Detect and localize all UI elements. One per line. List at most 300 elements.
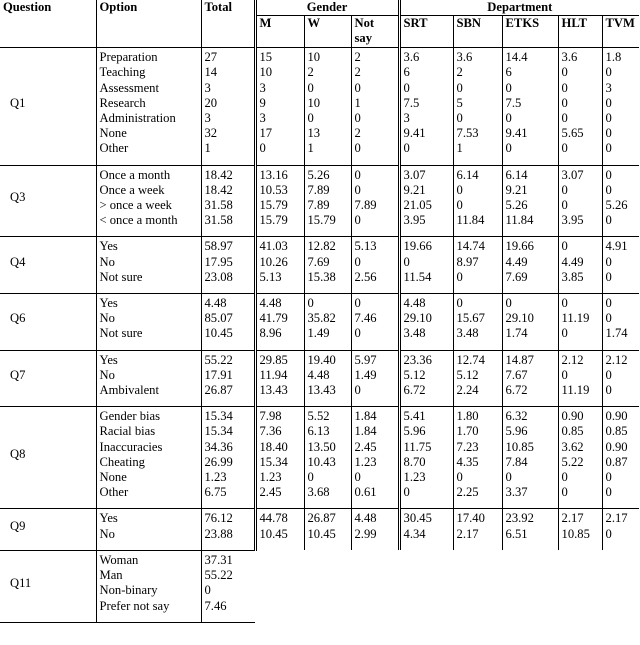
cell-value: Man xyxy=(99,568,123,583)
cell-value: 5.65 xyxy=(561,126,584,141)
cell-value: 4.34 xyxy=(403,526,426,541)
cell-value: 11.94 xyxy=(259,367,288,382)
cell-value: 0.90 xyxy=(605,439,628,454)
dept-tvm-cell xyxy=(602,237,639,294)
cell-value: 27 xyxy=(204,50,218,65)
cell-value: No xyxy=(99,526,115,541)
cell-value: 7.36 xyxy=(259,424,282,439)
cell-value: 44.78 xyxy=(259,511,288,526)
cell-value: 17.40 xyxy=(456,511,485,526)
cell-value: 0 xyxy=(354,167,361,182)
cell-value: 3.37 xyxy=(505,485,528,500)
cell-value: 11.19 xyxy=(561,383,590,398)
cell-value: 0 xyxy=(354,254,361,269)
cell-value: 17.95 xyxy=(204,254,233,269)
cell-value: 29.85 xyxy=(259,352,288,367)
cell-value: 1.84 xyxy=(354,424,377,439)
cell-value: 4.48 xyxy=(403,296,426,311)
cell-value: 15.38 xyxy=(307,269,336,284)
cell-value: 0 xyxy=(456,470,463,485)
table-row xyxy=(0,550,639,622)
cell-value: 55.22 xyxy=(204,352,233,367)
cell-value: 2.17 xyxy=(561,511,584,526)
cell-value: 1 xyxy=(354,95,361,110)
cell-value: 0 xyxy=(561,485,568,500)
cell-value: 5.26 xyxy=(505,198,528,213)
question-label: Q1 xyxy=(10,95,26,110)
empty-cell xyxy=(558,550,602,622)
option-cell xyxy=(96,165,201,237)
empty-cell xyxy=(255,550,304,622)
gender-m-cell xyxy=(255,48,304,165)
cell-value: Research xyxy=(99,95,146,110)
cell-value: 0 xyxy=(605,182,612,197)
header-question: Question xyxy=(0,0,96,48)
cell-value: 32 xyxy=(204,126,218,141)
cell-value: 7.98 xyxy=(259,409,282,424)
cell-value: 13.16 xyxy=(259,167,288,182)
cell-value: 41.79 xyxy=(259,311,288,326)
cell-value: 7.23 xyxy=(456,439,479,454)
cell-value: 1.23 xyxy=(259,470,282,485)
cell-value: 0 xyxy=(561,111,568,126)
dept-etks-cell xyxy=(502,350,558,407)
cell-value: 23.36 xyxy=(403,352,432,367)
cell-value: 6 xyxy=(505,65,512,80)
cell-value: Racial bias xyxy=(99,424,156,439)
total-cell xyxy=(201,350,255,407)
dept-srt-cell xyxy=(399,294,453,351)
cell-value: 2 xyxy=(307,65,314,80)
cell-value: 20 xyxy=(204,95,218,110)
cell-value: Yes xyxy=(99,511,118,526)
cell-value: Not sure xyxy=(99,326,143,341)
question-label: Q9 xyxy=(0,509,96,550)
cell-value: 0 xyxy=(605,526,612,541)
cell-value: 14.74 xyxy=(456,239,485,254)
gender-w-cell xyxy=(304,237,351,294)
cell-value: 6.14 xyxy=(505,167,528,182)
cell-value: 21.05 xyxy=(403,198,432,213)
cell-value: Yes xyxy=(99,296,118,311)
cell-value: 1.23 xyxy=(204,470,227,485)
cell-value: 0 xyxy=(605,65,612,80)
cell-value: 23.88 xyxy=(204,526,233,541)
cell-value: 0 xyxy=(605,470,612,485)
cell-value: 7.89 xyxy=(307,182,330,197)
table-row xyxy=(0,509,639,550)
dept-hlt-cell xyxy=(558,350,602,407)
dept-srt-cell xyxy=(399,237,453,294)
cell-value: 9.21 xyxy=(505,182,528,197)
cell-value: 0 xyxy=(354,80,361,95)
cell-value: 41.03 xyxy=(259,239,288,254)
cell-value: 3 xyxy=(259,111,266,126)
cell-value: Woman xyxy=(99,552,139,567)
gender-m-cell xyxy=(255,407,304,509)
gender-not-say-cell xyxy=(351,407,399,509)
cell-value: 9.41 xyxy=(403,126,426,141)
cell-value: 9.21 xyxy=(403,182,426,197)
cell-value: 15.79 xyxy=(259,213,288,228)
cell-value: 3 xyxy=(605,80,612,95)
total-cell xyxy=(201,550,255,622)
cell-value: 0 xyxy=(561,239,568,254)
dept-sbn-cell xyxy=(453,237,502,294)
cell-value: 15.67 xyxy=(456,311,485,326)
cell-value: Yes xyxy=(99,352,118,367)
cell-value: 0 xyxy=(561,141,568,156)
cell-value: Non-binary xyxy=(99,583,158,598)
cell-value: None xyxy=(99,470,127,485)
cell-value: 10.26 xyxy=(259,254,288,269)
dept-tvm-cell xyxy=(602,294,639,351)
cell-value: 8.97 xyxy=(456,254,479,269)
cell-value: 18.40 xyxy=(259,439,288,454)
cell-value: 1.49 xyxy=(307,326,330,341)
cell-value: 2.45 xyxy=(259,485,282,500)
cell-value: 6 xyxy=(403,65,410,80)
cell-value: 3.07 xyxy=(561,167,584,182)
cell-value: 10.45 xyxy=(204,326,233,341)
cell-value: 1.74 xyxy=(605,326,628,341)
cell-value: 15.34 xyxy=(204,424,233,439)
cell-value: Administration xyxy=(99,111,176,126)
cell-value: 2 xyxy=(354,126,361,141)
cell-value: 0 xyxy=(561,296,568,311)
cell-value: 6.51 xyxy=(505,526,528,541)
cell-value: 4.48 xyxy=(204,296,227,311)
cell-value: 2.99 xyxy=(354,526,377,541)
cell-value: 2 xyxy=(456,65,463,80)
cell-value: 11.54 xyxy=(403,269,432,284)
cell-value: Ambivalent xyxy=(99,383,159,398)
cell-value: 10.85 xyxy=(505,439,534,454)
table-row xyxy=(0,407,639,509)
gender-w-cell xyxy=(304,294,351,351)
cell-value: 3.85 xyxy=(561,269,584,284)
cell-value: No xyxy=(99,254,115,269)
cell-value: 0 xyxy=(354,470,361,485)
cell-value: 2.24 xyxy=(456,383,479,398)
cell-value: 30.45 xyxy=(403,511,432,526)
dept-etks-cell xyxy=(502,509,558,550)
cell-value: 29.10 xyxy=(505,311,534,326)
header-option: Option xyxy=(96,0,201,48)
dept-sbn-cell xyxy=(453,407,502,509)
cell-value: 19.66 xyxy=(505,239,534,254)
cell-value: 23.92 xyxy=(505,511,534,526)
gender-m-cell xyxy=(255,350,304,407)
cell-value: 0 xyxy=(505,111,512,126)
cell-value: 7.46 xyxy=(204,598,227,613)
cell-value: 8.96 xyxy=(259,326,282,341)
cell-value: 1.23 xyxy=(354,454,377,469)
question-label: Q4 xyxy=(0,237,96,294)
cell-value: 58.97 xyxy=(204,239,233,254)
header-dept-etks: ETKS xyxy=(502,16,558,48)
table-row xyxy=(0,48,639,165)
cell-value: Not sure xyxy=(99,269,143,284)
cell-value: 7.89 xyxy=(307,198,330,213)
cell-value: 5.96 xyxy=(505,424,528,439)
cell-value: 2.17 xyxy=(605,511,628,526)
cell-value: 3 xyxy=(259,80,266,95)
cell-value: 11.84 xyxy=(505,213,534,228)
cell-value: > once a week xyxy=(99,198,172,213)
cell-value: 2.17 xyxy=(456,526,479,541)
cell-value: 3.95 xyxy=(403,213,426,228)
header-gender-not-say: Not say xyxy=(351,16,399,48)
cell-value: 15.34 xyxy=(204,409,233,424)
cell-value: 55.22 xyxy=(204,568,233,583)
cell-value: 0 xyxy=(605,95,612,110)
cell-value: No xyxy=(99,311,115,326)
table-row xyxy=(0,237,639,294)
cell-value: 3.6 xyxy=(403,50,420,65)
dept-tvm-cell xyxy=(602,165,639,237)
question-label: Q7 xyxy=(0,350,96,407)
cell-value: 9.41 xyxy=(505,126,528,141)
cell-value: 19.40 xyxy=(307,352,336,367)
empty-cell xyxy=(399,550,453,622)
cell-value: Once a month xyxy=(99,167,171,182)
question-label: Q3 xyxy=(0,165,96,237)
empty-cell xyxy=(304,550,351,622)
cell-value: Other xyxy=(99,485,129,500)
cell-value: 11.84 xyxy=(456,213,485,228)
gender-m-cell xyxy=(255,165,304,237)
cell-value: 0 xyxy=(456,182,463,197)
cell-value: 3.62 xyxy=(561,439,584,454)
cell-value: 14.87 xyxy=(505,352,534,367)
cell-value: 7.46 xyxy=(354,311,377,326)
cell-value: 5.12 xyxy=(403,367,426,382)
cell-value: 7.67 xyxy=(505,367,528,382)
cell-value: 0 xyxy=(561,182,568,197)
empty-cell xyxy=(351,550,399,622)
cell-value: 0 xyxy=(561,80,568,95)
cell-value: 0 xyxy=(605,383,612,398)
cell-value: 2 xyxy=(354,65,361,80)
cell-value: 37.31 xyxy=(204,552,233,567)
cell-value: 29.10 xyxy=(403,311,432,326)
cell-value: 5.26 xyxy=(307,167,330,182)
cell-value: 6.32 xyxy=(505,409,528,424)
dept-sbn-cell xyxy=(453,350,502,407)
dept-sbn-cell xyxy=(453,294,502,351)
dept-sbn-cell xyxy=(453,509,502,550)
cell-value: 0 xyxy=(561,470,568,485)
cell-value: 5.13 xyxy=(259,269,282,284)
cell-value: 0 xyxy=(456,269,463,284)
cell-value: 18.42 xyxy=(204,182,233,197)
cell-value: 13.50 xyxy=(307,439,336,454)
option-cell xyxy=(96,237,201,294)
cell-value: 0 xyxy=(307,296,314,311)
cell-value: 2.12 xyxy=(561,352,584,367)
cell-value: 4.35 xyxy=(456,454,479,469)
header-dept-tvm: TVM xyxy=(602,16,639,48)
cell-value: 0 xyxy=(456,296,463,311)
cell-value: 1 xyxy=(456,141,463,156)
dept-etks-cell xyxy=(502,48,558,165)
cell-value: 0 xyxy=(605,254,612,269)
header-dept-srt: SRT xyxy=(399,16,453,48)
cell-value: 5.26 xyxy=(605,198,628,213)
cell-value: 6.14 xyxy=(456,167,479,182)
cell-value: 4.91 xyxy=(605,239,628,254)
cell-value: 3.48 xyxy=(456,326,479,341)
cell-value: 0.85 xyxy=(561,424,584,439)
cell-value: 7.53 xyxy=(456,126,479,141)
cell-value: 4.48 xyxy=(259,296,282,311)
cell-value: Cheating xyxy=(99,454,145,469)
cell-value: 0 xyxy=(605,485,612,500)
cell-value: 0 xyxy=(605,269,612,284)
cell-value: 0 xyxy=(354,326,361,341)
cell-value: 17.91 xyxy=(204,367,233,382)
cell-value: 4.48 xyxy=(307,367,330,382)
dept-hlt-cell xyxy=(558,294,602,351)
dept-hlt-cell xyxy=(558,48,602,165)
cell-value: 0 xyxy=(456,80,463,95)
cell-value: 18.42 xyxy=(204,167,233,182)
cell-value: 0 xyxy=(456,198,463,213)
gender-not-say-cell xyxy=(351,509,399,550)
cell-value: 0.85 xyxy=(605,424,628,439)
cell-value: 3.07 xyxy=(403,167,426,182)
dept-etks-cell xyxy=(502,165,558,237)
cell-value: 10 xyxy=(307,50,321,65)
cell-value: 10.45 xyxy=(307,526,336,541)
cell-value: 7.5 xyxy=(505,95,522,110)
cell-value: 15.79 xyxy=(259,198,288,213)
table-body xyxy=(0,48,639,623)
cell-value: 0 xyxy=(456,111,463,126)
cell-value: 10.53 xyxy=(259,182,288,197)
cell-value: 5.97 xyxy=(354,352,377,367)
cell-value: Preparation xyxy=(99,50,158,65)
dept-srt-cell xyxy=(399,350,453,407)
cell-value: 0 xyxy=(505,80,512,95)
cell-value: 26.87 xyxy=(307,511,336,526)
table-row xyxy=(0,294,639,351)
gender-m-cell xyxy=(255,237,304,294)
cell-value: 0 xyxy=(307,80,314,95)
cell-value: 7.84 xyxy=(505,454,528,469)
cell-value: 0 xyxy=(354,111,361,126)
cell-value: 26.99 xyxy=(204,454,233,469)
cell-value: 14.4 xyxy=(505,50,528,65)
gender-not-say-cell xyxy=(351,48,399,165)
cell-value: 0 xyxy=(505,470,512,485)
header-dept-hlt: HLT xyxy=(558,16,602,48)
cell-value: 19.66 xyxy=(403,239,432,254)
total-cell xyxy=(201,294,255,351)
cell-value: 15 xyxy=(259,50,273,65)
cell-value: 0 xyxy=(354,296,361,311)
cell-value: 0 xyxy=(505,141,512,156)
cell-value: Assessment xyxy=(99,80,159,95)
cell-value: 76.12 xyxy=(204,511,233,526)
dept-etks-cell xyxy=(502,294,558,351)
cell-value: Inaccuracies xyxy=(99,439,163,454)
cell-value: 0 xyxy=(561,326,568,341)
cell-value: 11.19 xyxy=(561,311,590,326)
cell-value: 1.70 xyxy=(456,424,479,439)
total-cell xyxy=(201,237,255,294)
cell-value: 1 xyxy=(204,141,211,156)
dept-tvm-cell xyxy=(602,350,639,407)
dept-sbn-cell xyxy=(453,48,502,165)
cell-value: 4.48 xyxy=(354,511,377,526)
dept-srt-cell xyxy=(399,48,453,165)
table-row xyxy=(0,350,639,407)
cell-value: 10 xyxy=(307,95,321,110)
cell-value: Teaching xyxy=(99,65,146,80)
cell-value: 3.48 xyxy=(403,326,426,341)
cell-value: 0 xyxy=(561,198,568,213)
dept-hlt-cell xyxy=(558,165,602,237)
cell-value: Once a week xyxy=(99,182,165,197)
option-cell xyxy=(96,550,201,622)
header-gender-w: W xyxy=(304,16,351,48)
total-cell xyxy=(201,407,255,509)
cell-value: 5.96 xyxy=(403,424,426,439)
dept-etks-cell xyxy=(502,407,558,509)
header-dept-sbn: SBN xyxy=(453,16,502,48)
header-department: Department xyxy=(399,0,639,16)
cell-value: 8.70 xyxy=(403,454,426,469)
cell-value: 1.23 xyxy=(403,470,426,485)
cell-value: 3.95 xyxy=(561,213,584,228)
cell-value: 5 xyxy=(456,95,463,110)
cell-value: Other xyxy=(99,141,129,156)
dept-srt-cell xyxy=(399,407,453,509)
cell-value: 13 xyxy=(307,126,321,141)
cell-value: 0 xyxy=(605,213,612,228)
cell-value: 0 xyxy=(307,111,314,126)
cell-value: 3 xyxy=(204,111,211,126)
cell-value: 13.43 xyxy=(307,383,336,398)
cell-value: 34.36 xyxy=(204,439,233,454)
table-row xyxy=(0,165,639,237)
cell-value: 0.61 xyxy=(354,485,377,500)
cell-value: 0 xyxy=(307,470,314,485)
gender-m-cell xyxy=(255,509,304,550)
cell-value: 11.75 xyxy=(403,439,432,454)
dept-tvm-cell xyxy=(602,509,639,550)
cell-value: 3 xyxy=(403,111,410,126)
cell-value: 0 xyxy=(605,296,612,311)
cell-value: 5.41 xyxy=(403,409,426,424)
cell-value: 0 xyxy=(605,126,612,141)
dept-etks-cell xyxy=(502,237,558,294)
cell-value: 5.13 xyxy=(354,239,377,254)
cell-value: 6.13 xyxy=(307,424,330,439)
cell-value: 10.85 xyxy=(561,526,590,541)
cell-value: 17 xyxy=(259,126,273,141)
cell-value: 9 xyxy=(259,95,266,110)
cell-value: 23.08 xyxy=(204,269,233,284)
cell-value: 13.43 xyxy=(259,383,288,398)
cell-value: 35.82 xyxy=(307,311,336,326)
gender-w-cell xyxy=(304,165,351,237)
cell-value: 0 xyxy=(204,583,211,598)
option-cell xyxy=(96,350,201,407)
cell-value: 0 xyxy=(354,182,361,197)
